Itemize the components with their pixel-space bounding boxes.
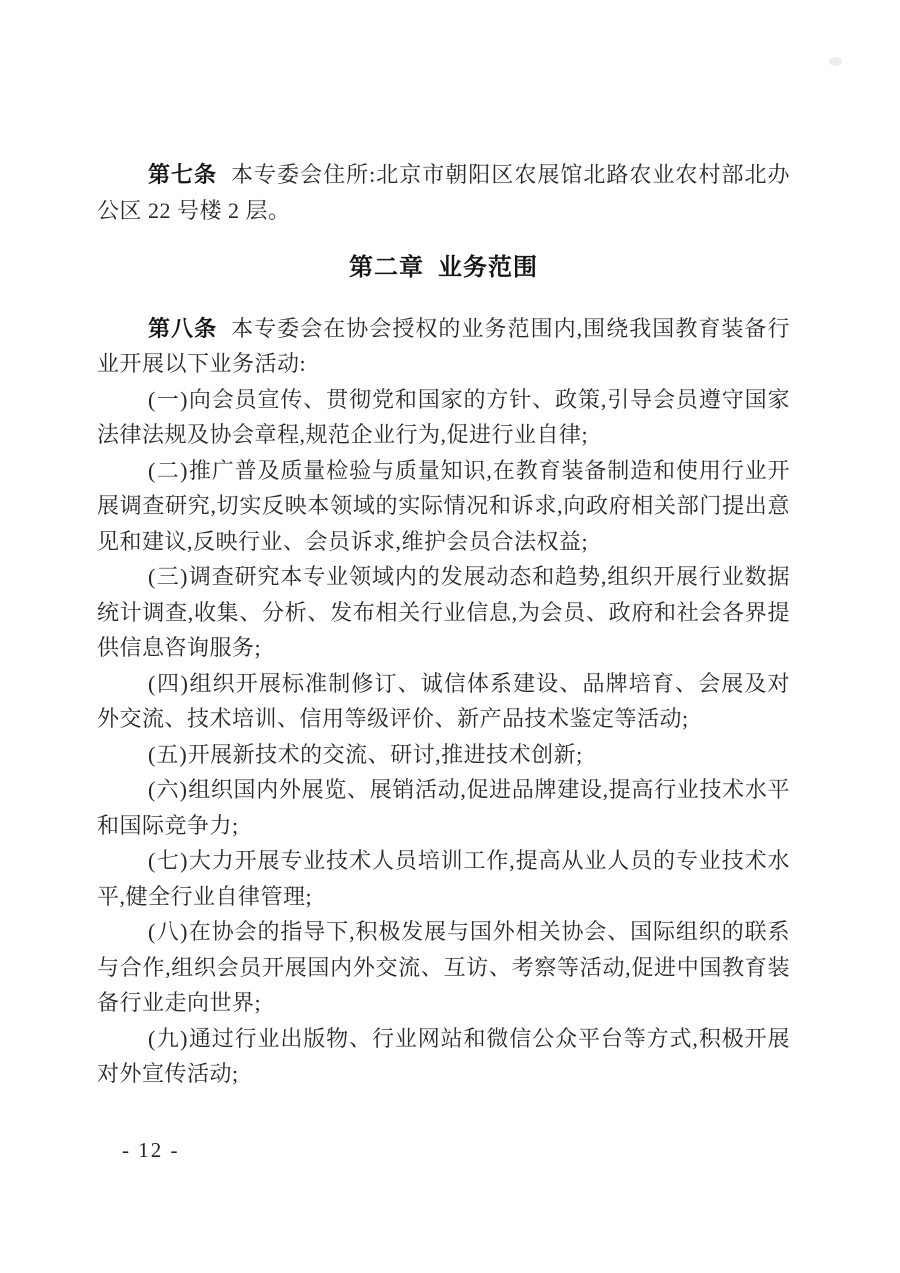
article-8-paragraph [97,311,790,382]
item-9-text: 通过行业出版物、行业网站和微信公众平台等方式,积极开展对外宣传活动; [97,1025,790,1086]
article-8-text: 本专委会在协会授权的业务范围内,围绕我国教育装备行业开展以下业务活动: [97,315,790,376]
item-5-text: 开展新技术的交流、研讨,推进技术创新; [187,741,583,767]
business-item-8 [97,914,790,1021]
item-4-text: 组织开展标准制修订、诚信体系建设、品牌培育、会展及对外交流、技术培训、信用等级评价、新产品技术鉴定等活动; [97,670,790,731]
business-item-6 [97,772,790,843]
item-3-number: (三) [148,564,189,589]
business-item-2 [97,453,790,560]
article-8-label: 第八条 [148,315,218,341]
item-4-number: (四) [148,670,189,696]
business-item-3 [97,559,790,666]
item-8-number: (八) [148,919,189,944]
item-2-text: 推广普及质量检验与质量知识,在教育装备制造和使用行业开展调查研究,切实反映本领域的实际情况和诉求,向政府相关部门提出意见和建议,反映行业、会员诉求,维护会员合法权益; [97,457,790,554]
article-7-text: 本专委会住所:北京市朝阳区农展馆北路农业农村部北办公区 22 号楼 2 层。 [97,162,790,223]
item-6-number: (六) [148,777,189,802]
item-8-text: 在协会的指导下,积极发展与国外相关协会、国际组织的联系与合作,组织会员开展国内外交流、互访、考察等活动,促进中国教育装备行业走向世界; [97,919,790,1015]
article-7-paragraph [97,157,790,228]
chapter-2-number: 第二章 [349,253,424,281]
item-1-text: 向会员宣传、贯彻党和国家的方针、政策,引导会员遵守国家法律法规及协会章程,规范企业行为,促进行业自律; [97,386,790,447]
item-7-text: 大力开展专业技术人员培训工作,提高从业人员的专业技术水平,健全行业自律管理; [97,848,790,909]
page-number: - 12 - [122,1138,180,1162]
item-1-number: (一) [148,386,189,412]
business-item-1 [97,382,790,453]
business-item-4 [97,666,790,737]
business-item-5 [97,737,790,773]
item-5-number: (五) [148,741,188,767]
chapter-2-title: 业务范围 [438,253,538,281]
article-7-label: 第七条 [148,162,218,187]
business-item-7 [97,843,790,914]
item-9-number: (九) [148,1025,189,1051]
item-7-number: (七) [148,848,189,873]
document-body [97,157,790,1092]
item-3-text: 调查研究本专业领域内的发展动态和趋势,组织开展行业数据统计调查,收集、分析、发布相关行业信息,为会员、政府和社会各界提供信息咨询服务; [97,564,790,660]
item-6-text: 组织国内外展览、展销活动,促进品牌建设,提高行业技术水平和国际竞争力; [97,777,790,838]
business-item-9 [97,1021,790,1092]
scan-artifact [829,57,842,66]
item-2-number: (二) [148,457,189,483]
chapter-2-heading [97,250,790,286]
